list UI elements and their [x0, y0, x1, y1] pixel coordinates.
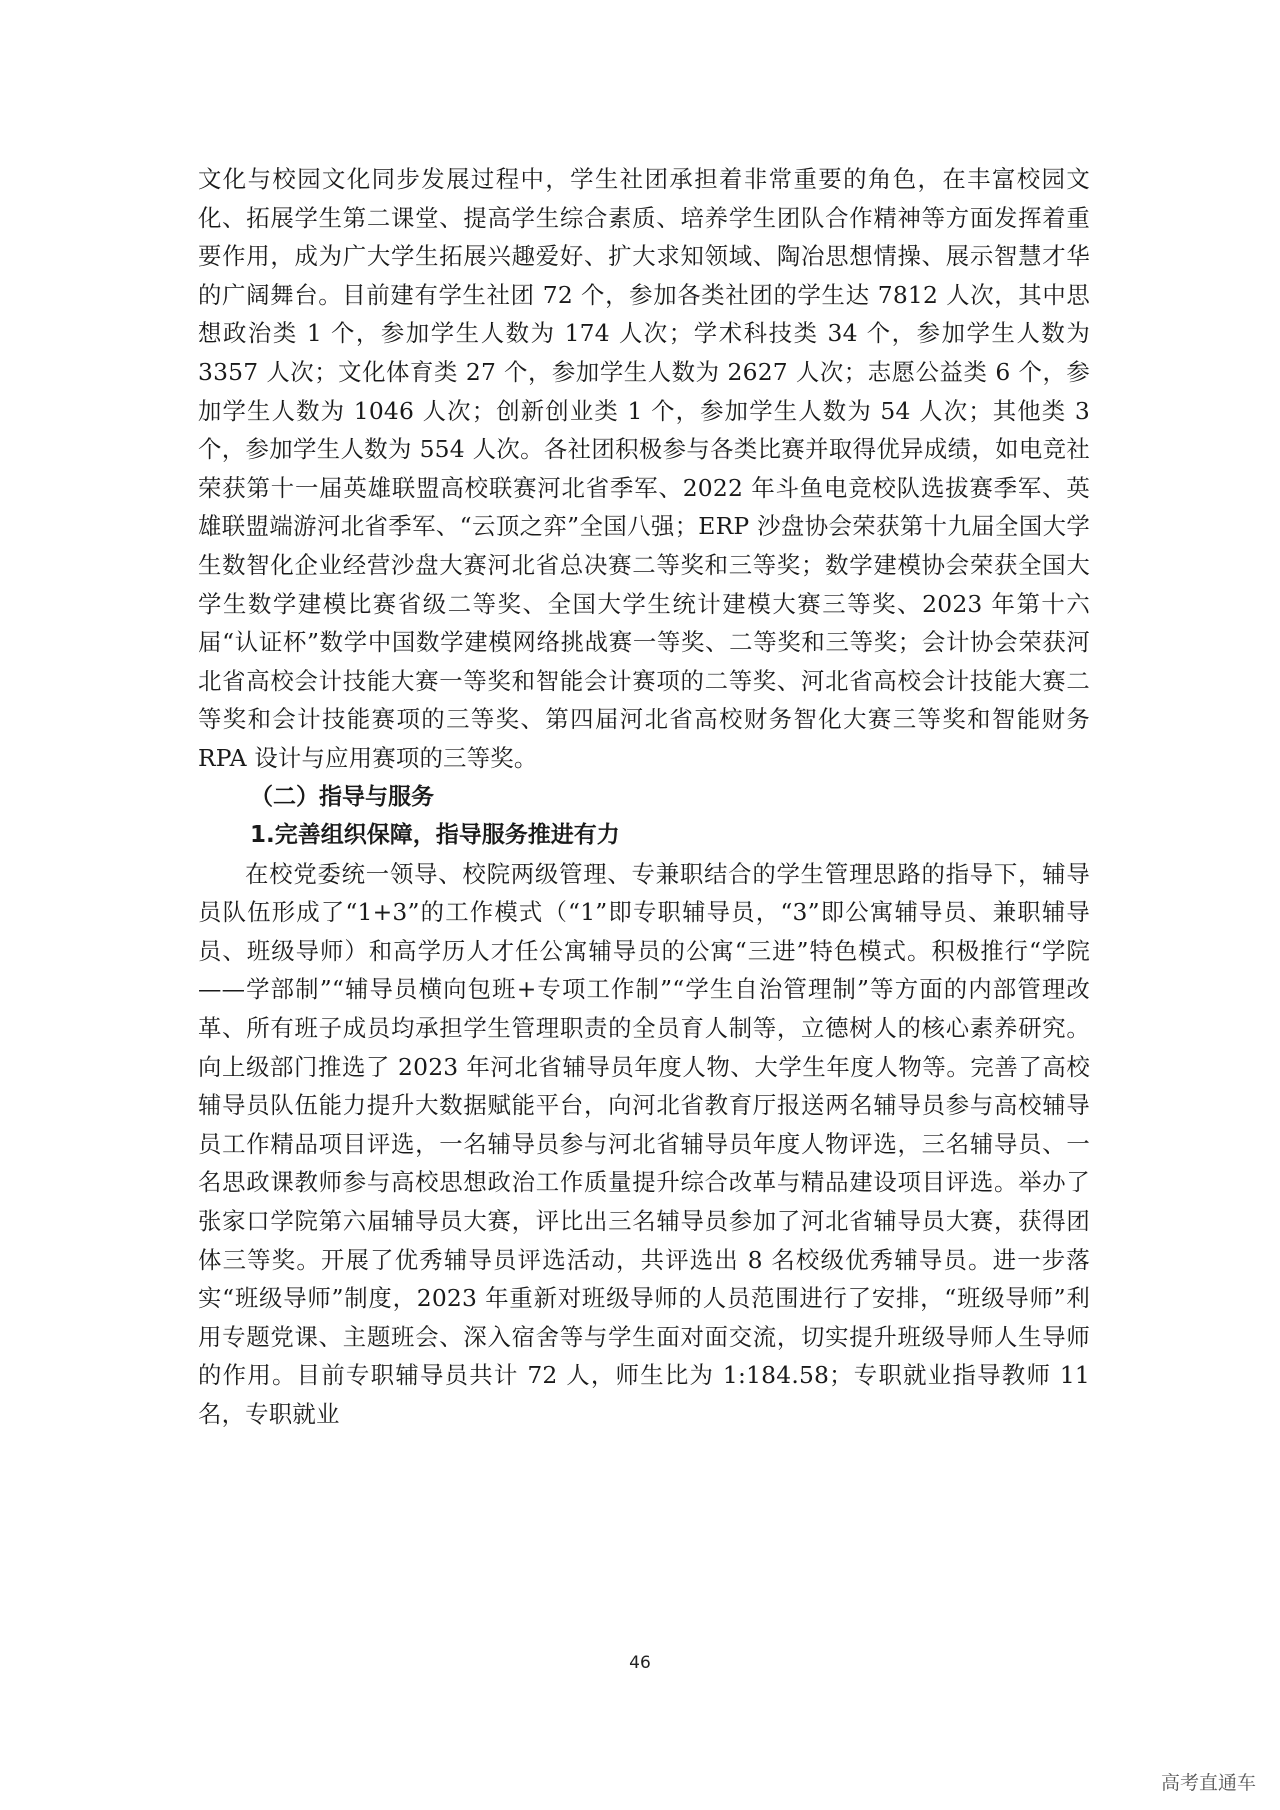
page-content — [198, 160, 1090, 1434]
section-heading: （二）指导与服务 — [250, 783, 434, 810]
watermark-text: 高考直通车 — [1160, 1772, 1256, 1794]
paragraph-student-clubs: 文化与校园文化同步发展过程中，学生社团承担着非常重要的角色，在丰富校园文化、拓展学生第二课堂、提高学生综合素质、培养学生团队合作精神等方面发挥着重要作用，成为广大学生拓展兴趣爱好、扩大求知领域、陶冶思想情操、展示智慧才华的广阔舞台。目前建有学生社团 72 个，参加各类社团的学生达 7812 人次，其中思想政治类 1 个，参加学生人数为 174 人次；学术科技类 34 个，参加学生人数为 3357 人次；文化体育类 27 个，参加学生人数为 2627 人次；志愿公益类 6 个，参加学生人数为 1046 人次；创新创业类 1 个，参加学生人数为 54 人次；其他类 3 个，参加学生人数为 554 人次。各社团积极参与各类比赛并取得优异成绩，如电竞社荣获第十一届英雄联盟高校联赛河北省季军、2022 年斗鱼电竞校队选拔赛季军、英雄联盟端游河北省季军、“云顶之弈”全国八强；ERP 沙盘协会荣获第十九届全国大学生数智化企业经营沙盘大赛河北省总决赛二等奖和三等奖；数学建模协会荣获全国大学生数学建模比赛省级二等奖、全国大学生统计建模大赛三等奖、2023 年第十六届“认证杯”数学中国数学建模网络挑战赛一等奖、二等奖和三等奖；会计协会荣获河北省高校会计技能大赛一等奖和智能会计赛项的二等奖、河北省高校会计技能大赛二等奖和会计技能赛项的三等奖、第四届河北省高校财务智化大赛三等奖和智能财务 RPA 设计与应用赛项的三等奖。 — [198, 165, 1090, 772]
paragraph-counselor-team: 在校党委统一领导、校院两级管理、专兼职结合的学生管理思路的指导下，辅导员队伍形成了“1+3”的工作模式（“1”即专职辅导员，“3”即公寓辅导员、兼职辅导员、班级导师）和高学历人才任公寓辅导员的公寓“三进”特色模式。积极推行“学院——学部制”“辅导员横向包班+专项工作制”“学生自治管理制”等方面的内部管理改革、所有班子成员均承担学生管理职责的全员育人制等，立德树人的核心素养研究。向上级部门推选了 2023 年河北省辅导员年度人物、大学生年度人物等。完善了高校辅导员队伍能力提升大数据赋能平台，向河北省教育厅报送两名辅导员参与高校辅导员工作精品项目评选，一名辅导员参与河北省辅导员年度人物评选，三名辅导员、一名思政课教师参与高校思想政治工作质量提升综合改革与精品建设项目评选。举办了张家口学院第六届辅导员大赛，评比出三名辅导员参加了河北省辅导员大赛，获得团体三等奖。开展了优秀辅导员评选活动，共评选出 8 名校级优秀辅导员。进一步落实“班级导师”制度，2023 年重新对班级导师的人员范围进行了安排，“班级导师”利用专题党课、主题班会、深入宿舍等与学生面对面交流，切实提升班级导师人生导师的作用。目前专职辅导员共计 72 人，师生比为 1:184.58；专职就业指导教师 11 名，专职就业 — [198, 859, 1090, 1428]
page-number: 46 — [629, 1653, 651, 1673]
subsection-heading: 1.完善组织保障，指导服务推进有力 — [250, 822, 620, 849]
